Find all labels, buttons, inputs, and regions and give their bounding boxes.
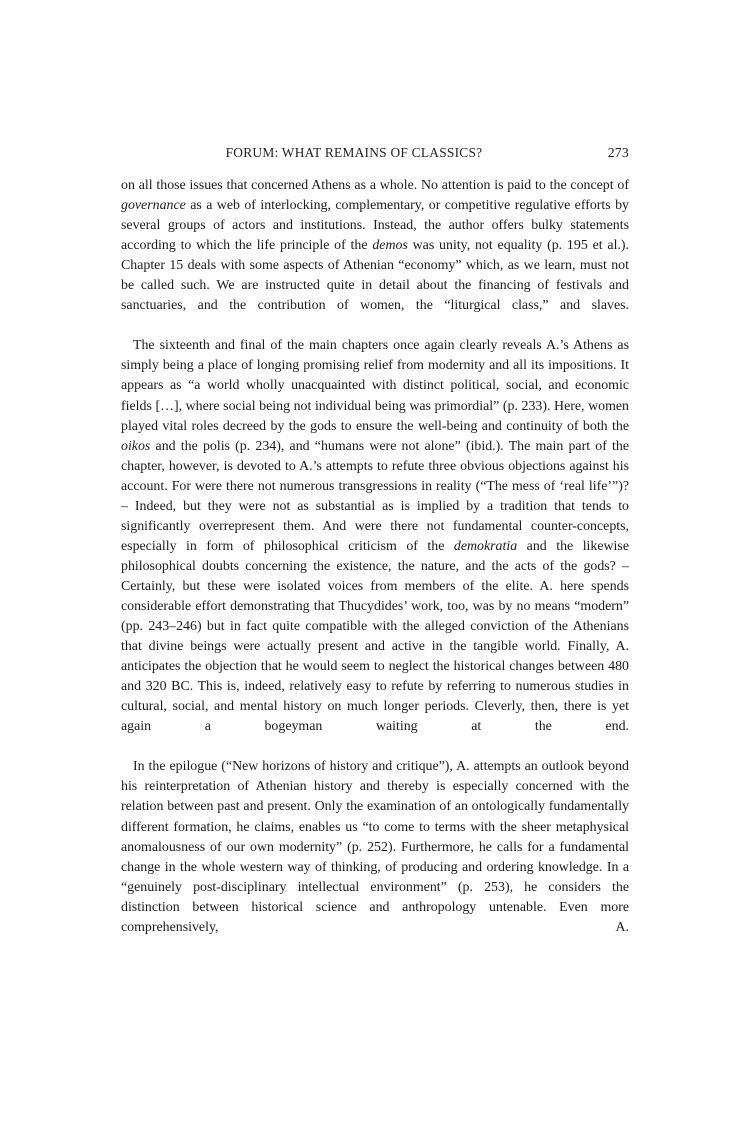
running-head-title: FORUM: WHAT REMAINS OF CLASSICS? — [225, 145, 483, 160]
italic-term: oikos — [121, 438, 151, 454]
running-head — [121, 145, 629, 165]
body-text-block — [121, 176, 629, 958]
body-paragraph — [121, 336, 629, 757]
text-run: as a web of interlocking, complementary, or competitive regulative efforts by several groups of actors and institutions. Instead, the author offers bulky statements according to which the life principle of the — [121, 198, 629, 254]
page-number: 273 — [607, 145, 629, 160]
body-paragraph — [121, 757, 629, 957]
text-run: and the likewise philosophical doubts concerning the existence, the nature, and the acts of the gods? – Certainly, but these were isolated voices from members of the elite. A. here spends considerable effort demonstrating that Thucydides’ work, too, was by no means “modern” (pp. 243–246) but in fact quite compatible with the alleged conviction of the Athenians that divine beings were actually present and active in the tangible world. Finally, A. anticipates the objection that he would seem to neglect the historical changes between 480 and 320 BC. This is, indeed, relatively easy to refute by referring to numerous studies in cultural, social, and mental history on much longer periods. Cleverly, then, there is yet again a bogeyman waiting at the end. — [121, 538, 629, 735]
text-run: and the polis (p. 234), and “humans were not alone” (ibid.). The main part of the chapter, however, is devoted to A.’s attempts to refute three obvious objections against his account. For were there not numerous transgressions in reality (“The mess of ‘real life’”)? – Indeed, but they were not as substantial as is implied by a tradition that tends to significantly overrepresent them. And were there not fundamental counter-concepts, especially in form of philosophical criticism of the — [121, 438, 629, 554]
text-run: was unity, not equality (p. 195 et al.). Chapter 15 deals with some aspects of Athenian “economy” which, as we learn, must not be called such. We are instructed quite in detail about the financing of festivals and sanctuaries, and the contribution of women, the “liturgical class,” and slaves. — [121, 238, 629, 314]
text-run: on all those issues that concerned Athens as a whole. No attention is paid to the concept of — [121, 178, 629, 193]
italic-term: demos — [372, 238, 408, 254]
text-run: The sixteenth and final of the main chapters once again clearly reveals A.’s Athens as simply being a place of longing promising relief from modernity and all its impositions. It appears as “a world wholly unacquainted with distinct political, social, and economic fields […], where social being not individual being was primordial” (p. 233). Here, women played vital roles decreed by the gods to ensure the well-being and continuity of both the — [121, 338, 629, 434]
italic-term: governance — [121, 198, 186, 214]
body-paragraph — [121, 176, 629, 336]
italic-term: demokratia — [453, 538, 518, 554]
text-run: In the epilogue (“New horizons of history and critique”), A. attempts an outlook beyond his reinterpretation of Athenian history and thereby is especially concerned with the relation between past and present. Only the examination of an ontologically fundamentally different formation, he claims, enables us “to come to terms with the sheer metaphysical anomalousness of our own modernity” (p. 252). Furthermore, he calls for a fundamental change in the whole western way of thinking, of producing and ordering knowledge. In a “genuinely post-disciplinary intellectual environment” (p. 253), he considers the distinction between historical science and anthropology untenable. Even more comprehensively, A. — [121, 759, 629, 935]
